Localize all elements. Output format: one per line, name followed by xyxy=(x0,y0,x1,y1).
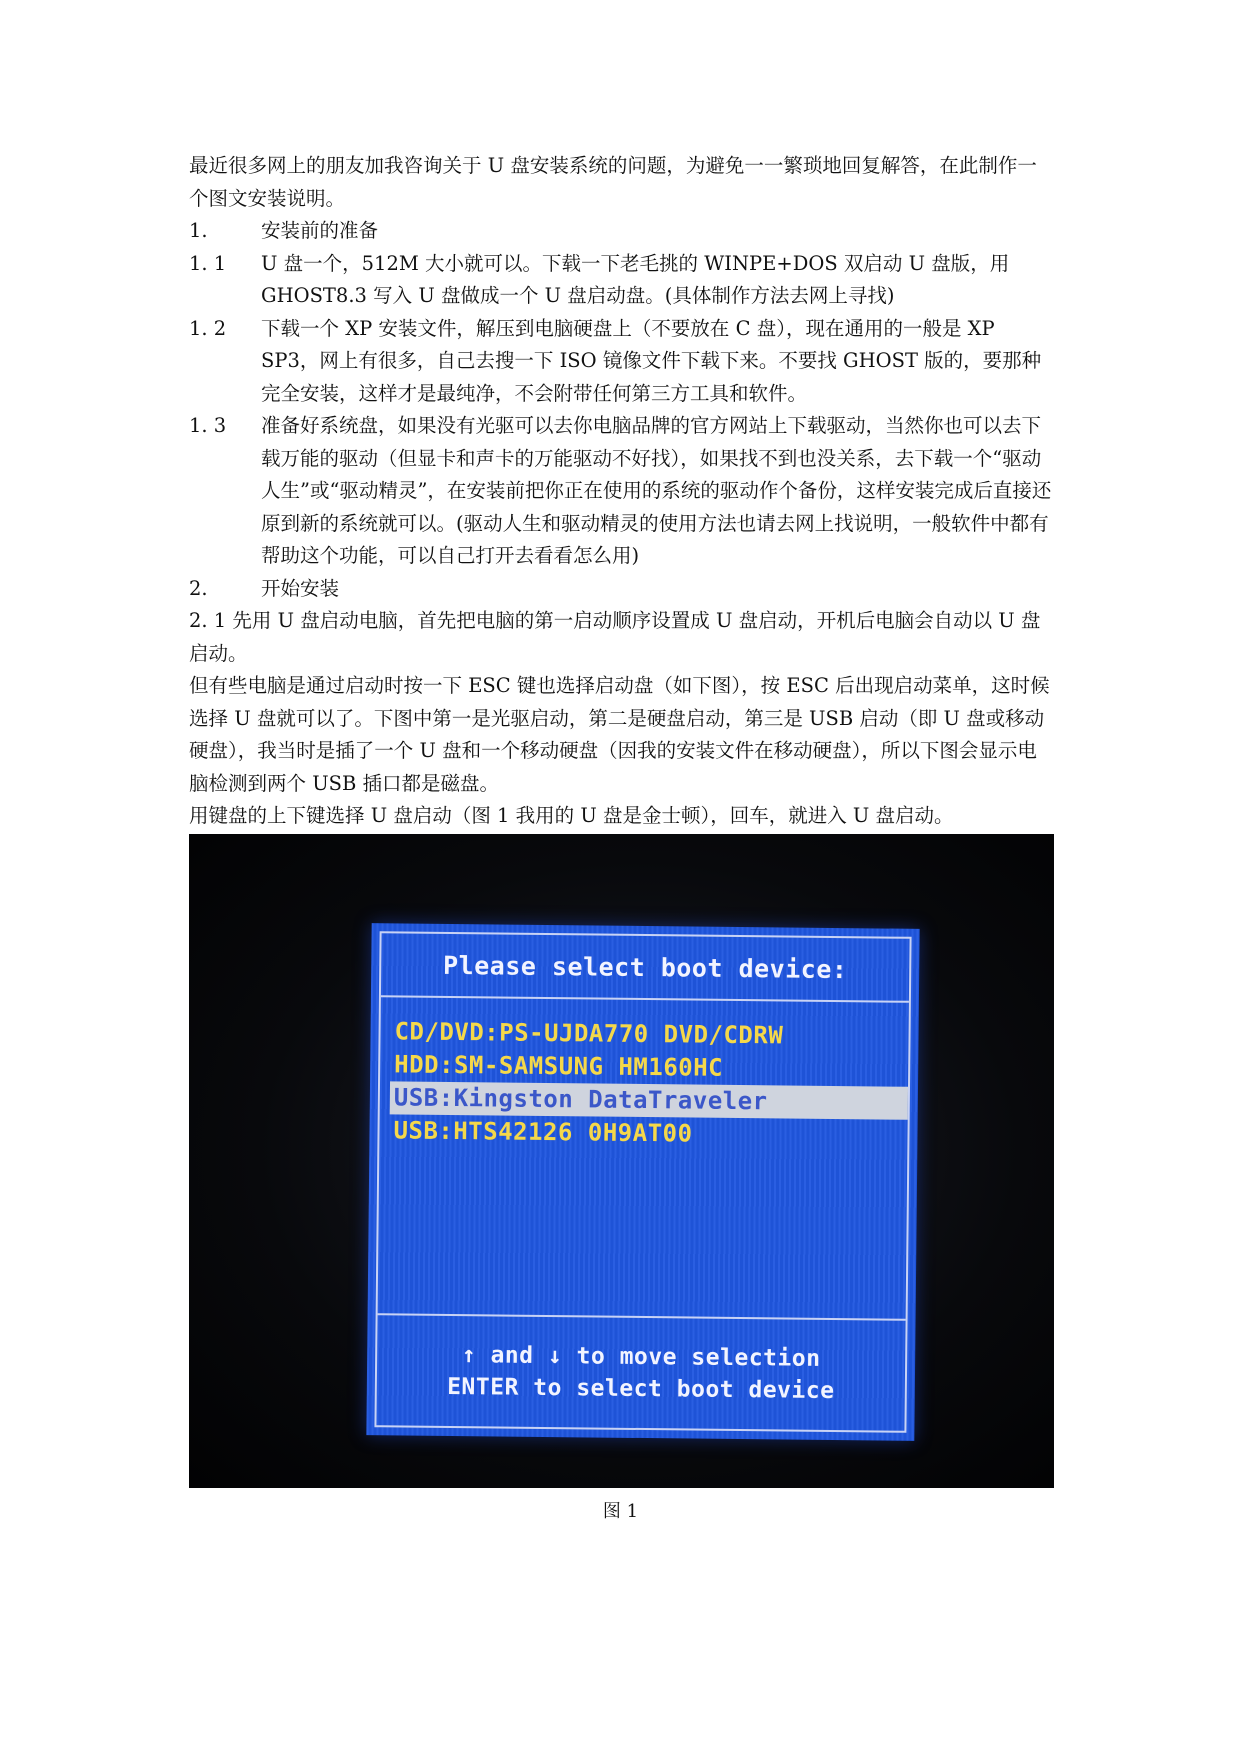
esc-paragraph: 但有些电脑是通过启动时按一下 ESC 键也选择启动盘（如下图），按 ESC 后出现启动菜单，这时候选择 U 盘就可以了。下图中第一是光驱启动，第二是硬盘启动，第三是 USB 启动（即 U 盘或移动硬盘），我当时是插了一个 U 盘和一个移动硬盘（因我的安装文件在移动硬盘），所以下图会显示电脑检测到两个 USB 插口都是磁盘。 xyxy=(189,674,1050,795)
item-number: 1. 2 xyxy=(189,316,227,340)
intro-paragraph: 最近很多网上的朋友加我咨询关于 U 盘安装系统的问题，为避免一一繁琐地回复解答，在此制作一个图文安装说明。 xyxy=(189,154,1037,210)
enter-hint: ENTER to select boot device xyxy=(447,1373,835,1405)
item-number: 1. 1 xyxy=(189,251,227,275)
figure-caption: 图 1 xyxy=(602,1501,639,1522)
item-1-3 xyxy=(189,410,1053,573)
item-1-2 xyxy=(189,313,1053,411)
boot-menu-title: Please select boot device: xyxy=(442,950,848,984)
boot-option-usb-kingston[interactable]: USB:Kingston DataTraveler xyxy=(390,1081,908,1119)
navigation-hint: ↑ and ↓ to move selection xyxy=(461,1342,821,1372)
item-text: U 盘一个，512M 大小就可以。下载一下老毛挑的 WINPE+DOS 双启动 U 盘版，用 GHOST8.3 写入 U 盘做成一个 U 盘启动盘。(具体制作方法去网上寻找) xyxy=(261,251,1010,307)
item-1-1 xyxy=(189,248,1053,313)
section-2-heading xyxy=(189,573,1053,606)
item-text: 下载一个 XP 安装文件，解压到电脑硬盘上（不要放在 C 盘），现在通用的一般是 XP SP3，网上有很多，自己去搜一下 ISO 镜像文件下载下来。不要找 GHOST 版的，要那种完全安装，这样才是最纯净，不会附带任何第三方工具和软件。 xyxy=(261,316,1042,405)
boot-menu-frame xyxy=(374,931,911,1433)
item-text: 准备好系统盘，如果没有光驱可以去你电脑品牌的官方网站上下载驱动，当然你也可以去下载万能的驱动（但显卡和声卡的万能驱动不好找），如果找不到也没关系，去下载一个“驱动人生”或“驱动精灵”，在安装前把你正在使用的系统的驱动作个备份，这样安装完成后直接还原到新的系统就可以。(驱动人生和驱动精灵的使用方法也请去网上找说明，一般软件中都有帮助这个功能，可以自己打开去看看怎么用) xyxy=(261,414,1052,567)
section-title: 开始安装 xyxy=(261,576,340,600)
boot-menu-header xyxy=(381,933,910,1003)
item-number: 1. 3 xyxy=(189,414,227,437)
section-number: 1. xyxy=(189,219,208,242)
boot-menu-footer xyxy=(376,1313,905,1431)
keys-paragraph: 用键盘的上下键选择 U 盘启动（图 1 我用的 U 盘是金士顿），回车，就进入 U 盘启动。 xyxy=(189,804,954,827)
section-1-heading xyxy=(189,215,1053,248)
document-body xyxy=(189,150,1053,833)
boot-menu-photo xyxy=(189,834,1054,1488)
boot-option-cd-dvd[interactable]: CD/DVD:PS-UJDA770 DVD/CDRW xyxy=(394,1017,784,1050)
boot-option-hdd[interactable]: HDD:SM-SAMSUNG HM160HC xyxy=(394,1050,724,1082)
boot-option-usb-hts[interactable]: USB:HTS42126 0H9AT00 xyxy=(393,1116,693,1148)
item-2-1-paragraph: 2. 1 先用 U 盘启动电脑，首先把电脑的第一启动顺序设置成 U 盘启动，开机后电脑会自动以 U 盘启动。 xyxy=(189,609,1041,665)
boot-device-list xyxy=(389,1015,908,1152)
section-title: 安装前的准备 xyxy=(261,219,379,242)
bios-screen xyxy=(366,923,919,1441)
section-number: 2. xyxy=(189,576,208,600)
